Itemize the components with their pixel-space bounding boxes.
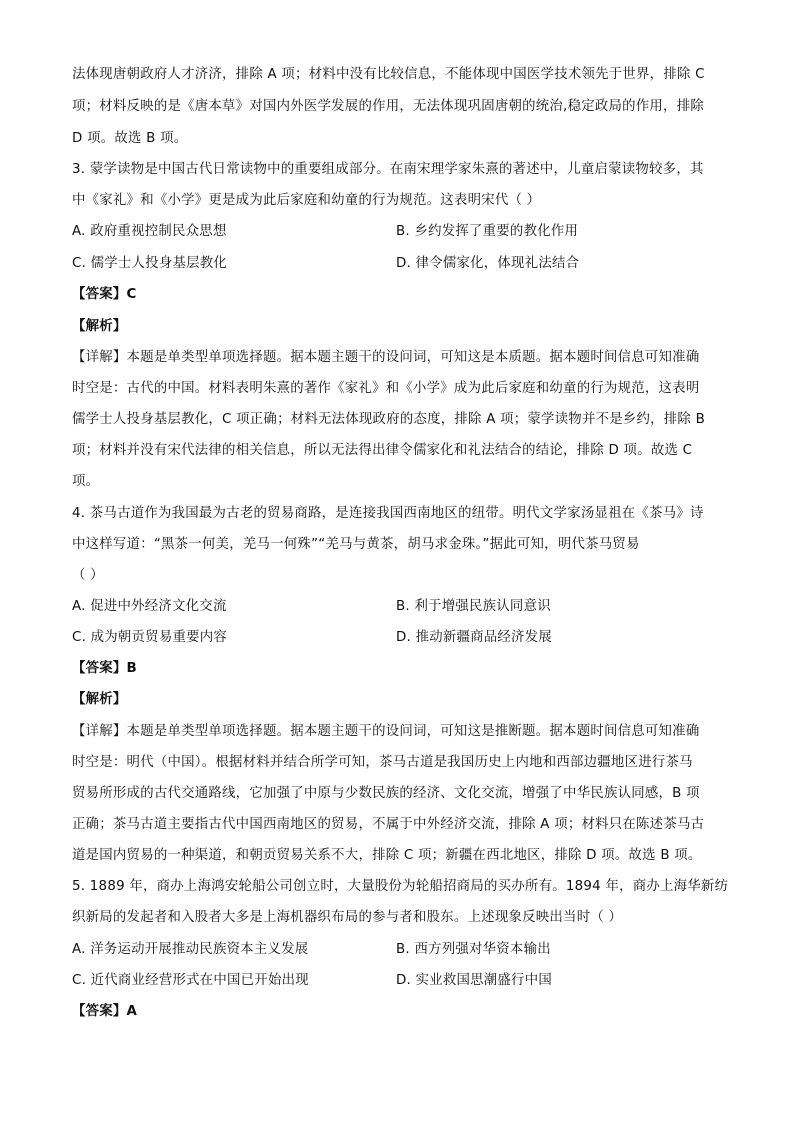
q4-stem-line: 中这样写道：“黑茶一何美，羌马一何殊”“羌马与黄茶，胡马求金珠。”据此可知，明代茶马贸易: [72, 537, 640, 552]
q3-answer: 【答案】C: [72, 287, 137, 302]
q3-detail-line: 项；材料并没有宋代法律的相关信息，所以无法得出律令儒家化和礼法结合的结论，排除 D 项。故选 C: [72, 443, 693, 458]
q3-detail-line: 儒学士人投身基层教化，C 项正确；材料无法体现政府的态度，排除 A 项；蒙学读物并不是乡约，排除 B: [72, 412, 706, 427]
q3-stem-line: 中《家礼》和《小学》更是成为此后家庭和幼童的行为规范。这表明宋代（ ）: [72, 193, 541, 208]
q4-detail-line: 道是国内贸易的一种渠道，和朝贡贸易关系不大，排除 C 项；新疆在西北地区，排除 D 项。故选 B 项。: [72, 848, 702, 863]
q5-option-c: C. 近代商业经营形式在中国已开始出现: [72, 973, 309, 988]
q3-detail-line: 项。: [72, 474, 100, 489]
prev-analysis-line: D 项。故选 B 项。: [72, 131, 188, 146]
q5-option-b: B. 西方列强对华资本输出: [396, 942, 551, 957]
prev-analysis-line: 项；材料反映的是《唐本草》对国内外医学发展的作用，无法体现巩固唐朝的统治,稳定政局的作用，排除: [72, 99, 704, 114]
q3-stem-line: 3. 蒙学读物是中国古代日常读物中的重要组成部分。在南宋理学家朱熹的著述中，儿童启蒙读物较多，其: [72, 162, 704, 177]
q5-stem-line: 5. 1889 年，商办上海鸿安轮船公司创立时，大量股份为轮船招商局的买办所有。1894 年，商办上海华新纺: [72, 879, 729, 894]
q4-answer: 【答案】B: [72, 661, 138, 676]
q3-detail-line: 时空是：古代的中国。材料表明朱熹的著作《家礼》和《小学》成为此后家庭和幼童的行为规范，这表明: [72, 381, 700, 396]
q3-option-b: B. 乡约发挥了重要的教化作用: [396, 224, 579, 239]
q3-option-c: C. 儒学士人投身基层教化: [72, 256, 228, 271]
q4-stem-line: （ ）: [72, 568, 104, 583]
q4-option-d: D. 推动新疆商品经济发展: [396, 630, 552, 645]
q3-detail-line: 【详解】本题是单类型单项选择题。据本题主题干的设问词，可知这是本质题。据本题时间信息可知准确: [72, 350, 700, 365]
q4-stem-line: 4. 茶马古道作为我国最为古老的贸易商路，是连接我国西南地区的纽带。明代文学家汤显祖在《茶马》诗: [72, 506, 704, 521]
q4-analysis-label: 【解析】: [72, 692, 127, 707]
q5-option-d: D. 实业救国思潮盛行中国: [396, 973, 552, 988]
q5-answer: 【答案】A: [72, 1004, 138, 1019]
q3-option-d: D. 律令儒家化，体现礼法结合: [396, 256, 580, 271]
q3-analysis-label: 【解析】: [72, 319, 127, 334]
q4-detail-line: 时空是：明代（中国）。根据材料并结合所学可知，茶马古道是我国历史上内地和西部边疆地区进行茶马: [72, 755, 693, 770]
q4-option-c: C. 成为朝贡贸易重要内容: [72, 630, 228, 645]
q4-option-a: A. 促进中外经济文化交流: [72, 599, 227, 614]
q3-option-a: A. 政府重视控制民众思想: [72, 224, 227, 239]
q5-stem-line: 织新局的发起者和入股者大多是上海机器织布局的参与者和股东。上述现象反映出当时（ ）: [72, 910, 623, 925]
q4-detail-line: 贸易所形成的古代交通路线，它加强了中原与少数民族的经济、文化交流，增强了中华民族认同感，B 项: [72, 786, 700, 801]
q4-option-b: B. 利于增强民族认同意识: [396, 599, 551, 614]
q5-option-a: A. 洋务运动开展推动民族资本主义发展: [72, 942, 309, 957]
prev-analysis-line: 法体现唐朝政府人才济济，排除 A 项；材料中没有比较信息，不能体现中国医学技术领先于世界，排除 C: [72, 67, 705, 82]
q4-detail-line: 【详解】本题是单类型单项选择题。据本题主题干的设问词，可知这是推断题。据本题时间信息可知准确: [72, 724, 700, 739]
q4-detail-line: 正确；茶马古道主要指古代中国西南地区的贸易，不属于中外经济交流，排除 A 项；材料只在陈述茶马古: [72, 817, 705, 832]
